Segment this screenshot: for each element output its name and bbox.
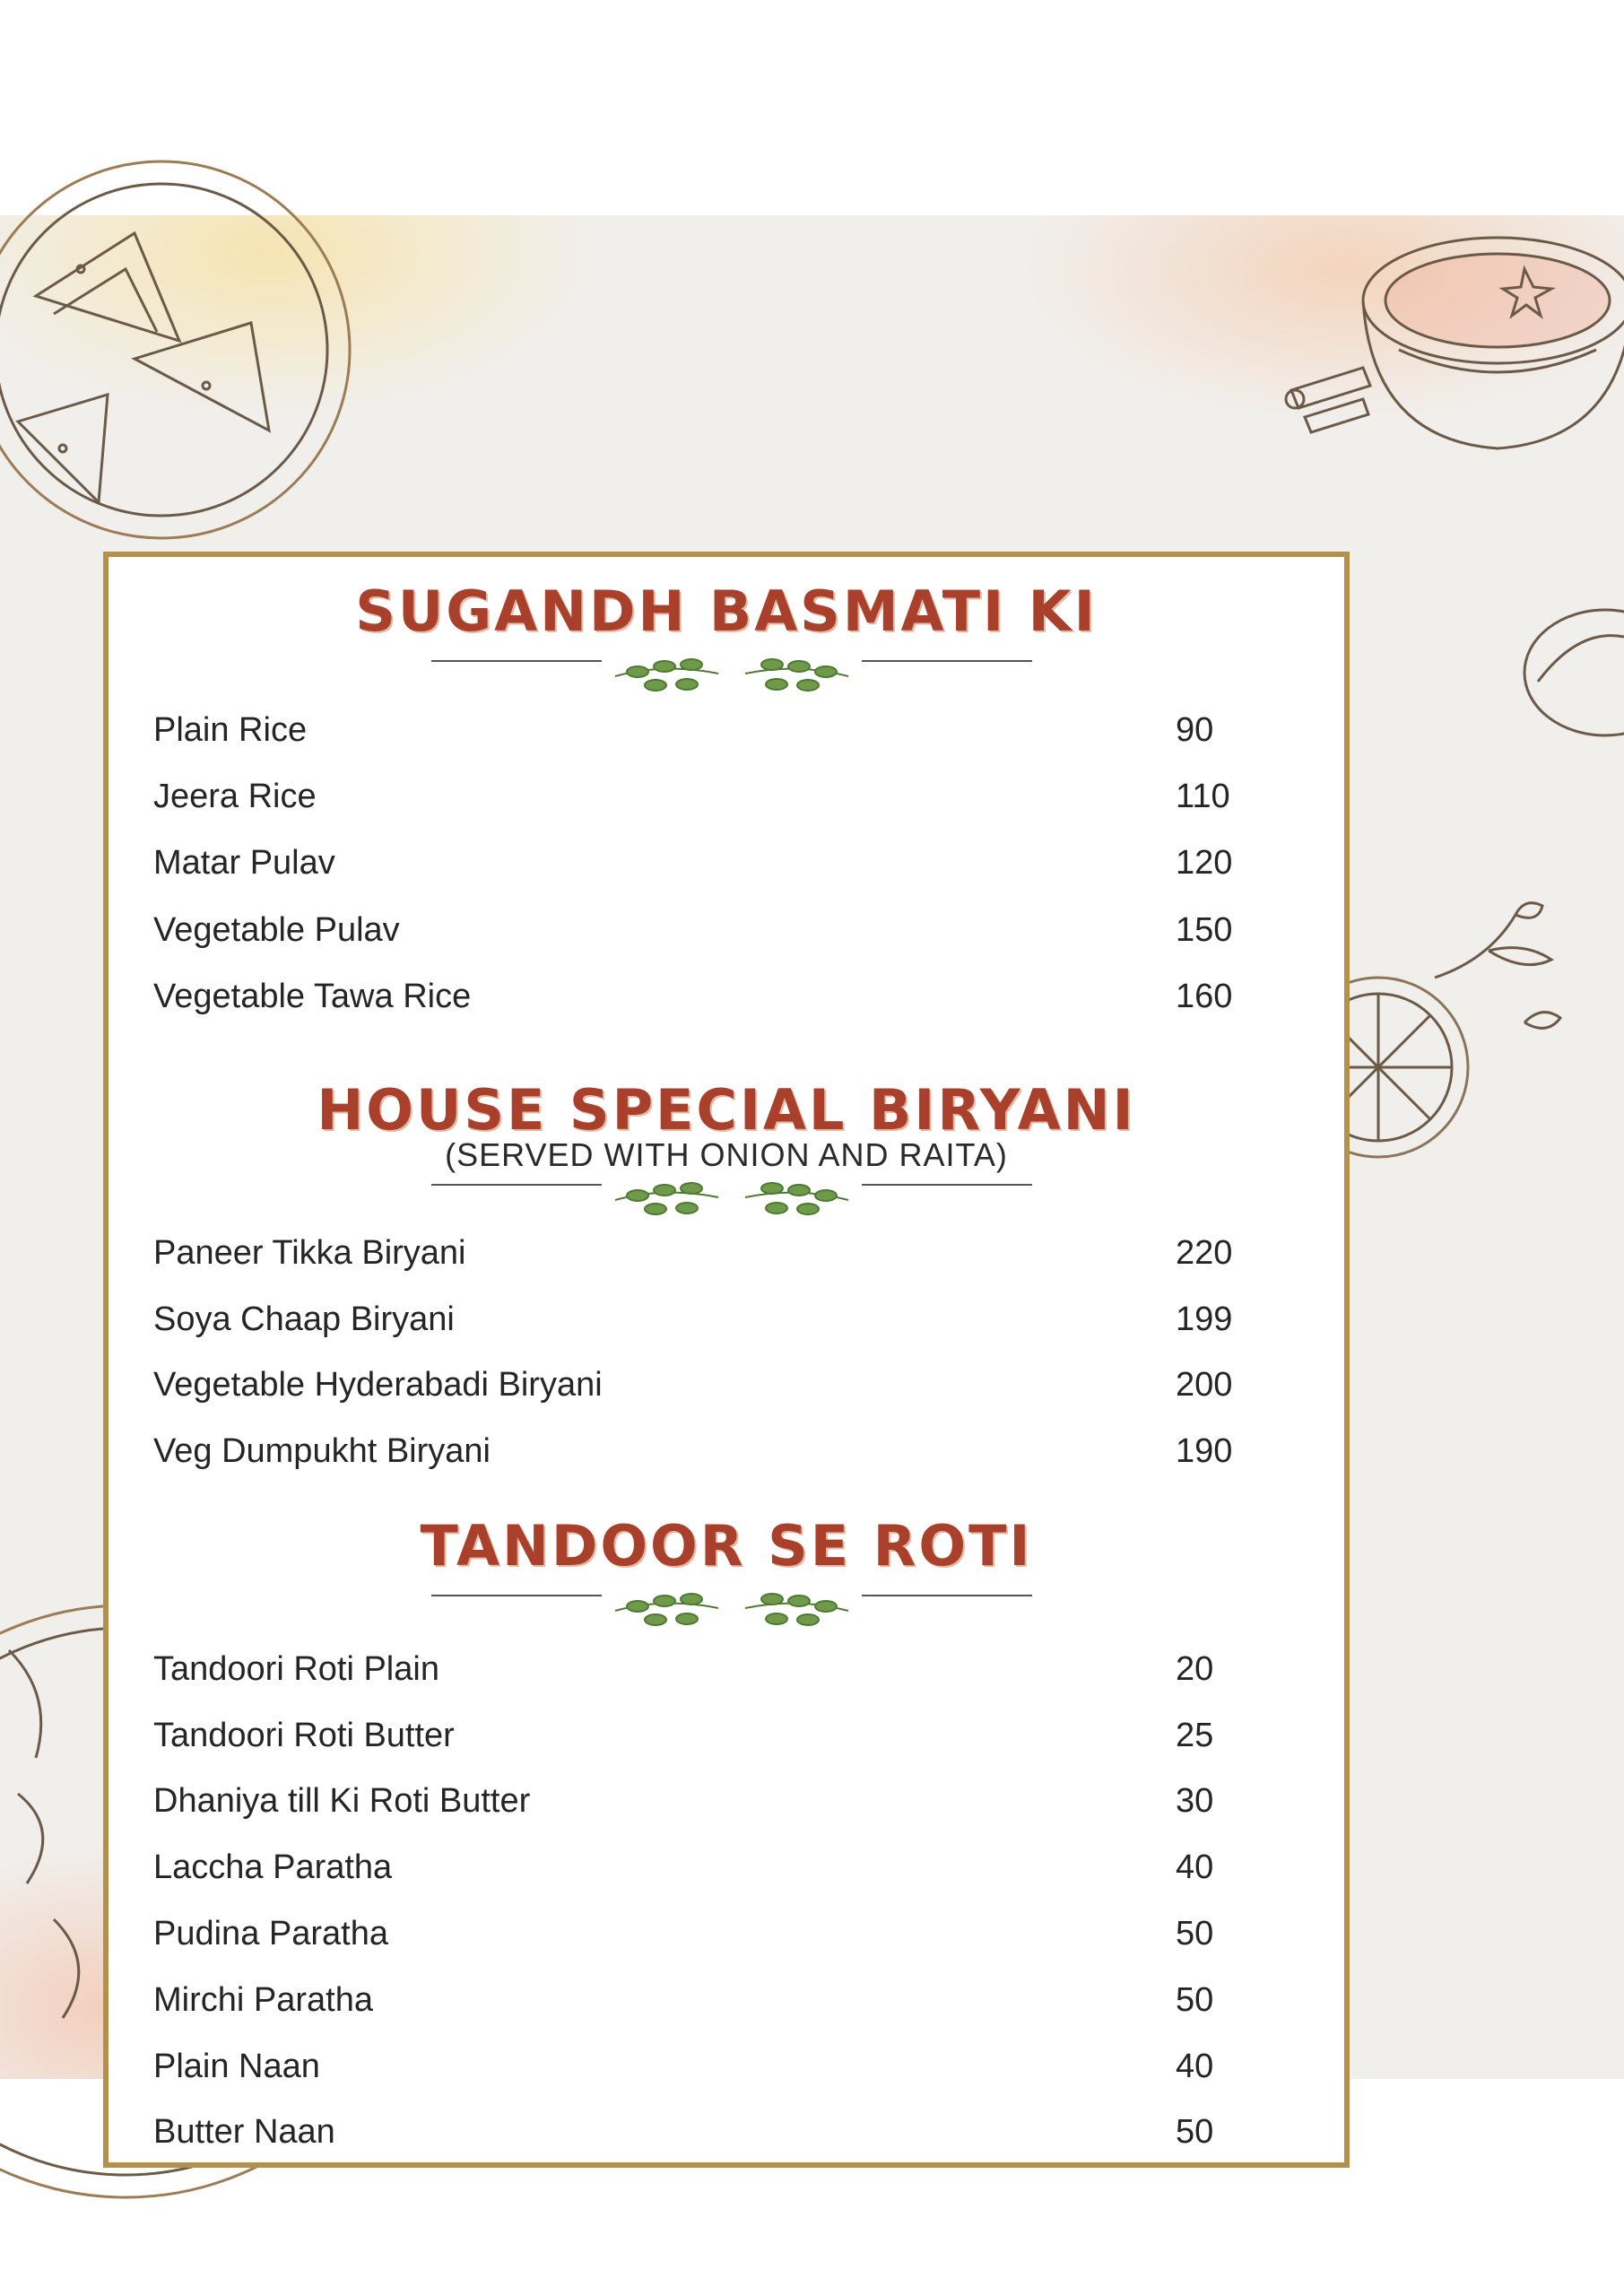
coriander-icon	[1435, 903, 1560, 1029]
menu-item	[153, 1366, 1274, 1411]
item-name: Plain Rice	[153, 711, 308, 749]
item-price: 120	[1176, 844, 1233, 882]
menu-item	[153, 978, 1274, 1022]
item-name: Vegetable Tawa Rice	[153, 978, 472, 1015]
item-price: 50	[1176, 1981, 1214, 2019]
item-name: Laccha Paratha	[153, 1848, 393, 1886]
tea-cup-icon	[1363, 238, 1624, 448]
item-price: 30	[1176, 1782, 1214, 1820]
leaf-divider-icon	[431, 1169, 1032, 1231]
item-price: 199	[1176, 1300, 1233, 1338]
menu-item	[153, 711, 1274, 756]
menu-item	[153, 1981, 1274, 2026]
section-title-biryani: HOUSE SPECIAL BIRYANI	[317, 1077, 1136, 1143]
item-name: Dhaniya till Ki Roti Butter	[153, 1782, 531, 1820]
item-price: 190	[1176, 1432, 1233, 1470]
section-title-roti: TANDOOR SE ROTI	[420, 1513, 1033, 1578]
cinnamon-icon	[1286, 368, 1370, 432]
item-price: 40	[1176, 1848, 1214, 1886]
item-price: 50	[1176, 2113, 1214, 2151]
section-title-basmati: SUGANDH BASMATI KI	[355, 578, 1098, 644]
item-name: Paneer Tikka Biryani	[153, 1234, 466, 1272]
item-price: 20	[1176, 1650, 1214, 1688]
menu-item	[153, 1432, 1274, 1477]
item-price: 110	[1176, 778, 1230, 815]
menu-item	[153, 2048, 1274, 2092]
item-price: 90	[1176, 711, 1214, 749]
menu-item	[153, 1300, 1274, 1345]
item-name: Matar Pulav	[153, 844, 335, 882]
menu-item	[153, 1650, 1274, 1695]
menu-frame	[103, 552, 1350, 2168]
item-price: 50	[1176, 1915, 1214, 1952]
leaf-divider-icon	[431, 1579, 1032, 1642]
item-name: Vegetable Hyderabadi Biryani	[153, 1366, 603, 1404]
item-price: 200	[1176, 1366, 1233, 1404]
item-price: 220	[1176, 1234, 1233, 1272]
item-price: 160	[1176, 978, 1233, 1015]
menu-item	[153, 1782, 1274, 1827]
item-name: Jeera Rice	[153, 778, 317, 815]
menu-item	[153, 778, 1274, 822]
item-name: Mirchi Paratha	[153, 1981, 373, 2019]
item-name: Veg Dumpukht Biryani	[153, 1432, 491, 1470]
item-price: 40	[1176, 2048, 1214, 2085]
item-name: Plain Naan	[153, 2048, 320, 2085]
item-price: 25	[1176, 1717, 1214, 1754]
item-price: 150	[1176, 911, 1233, 949]
menu-item	[153, 1915, 1274, 1960]
menu-item	[153, 844, 1274, 889]
menu-page-background	[0, 215, 1624, 2151]
samosa-plate-icon	[0, 161, 350, 538]
menu-item	[153, 1234, 1274, 1279]
menu-item	[153, 1848, 1274, 1893]
leaf-divider-icon	[431, 645, 1032, 708]
menu-item	[153, 1717, 1274, 1761]
item-name: Tandoori Roti Plain	[153, 1650, 439, 1688]
item-name: Soya Chaap Biryani	[153, 1300, 455, 1338]
item-name: Butter Naan	[153, 2113, 335, 2151]
section-subtitle-biryani: (SERVED WITH ONION AND RAITA)	[445, 1136, 1008, 1173]
menu-item	[153, 2113, 1274, 2158]
menu-item	[153, 911, 1274, 956]
item-name: Vegetable Pulav	[153, 911, 400, 949]
item-name: Tandoori Roti Butter	[153, 1717, 455, 1754]
item-name: Pudina Paratha	[153, 1915, 388, 1952]
